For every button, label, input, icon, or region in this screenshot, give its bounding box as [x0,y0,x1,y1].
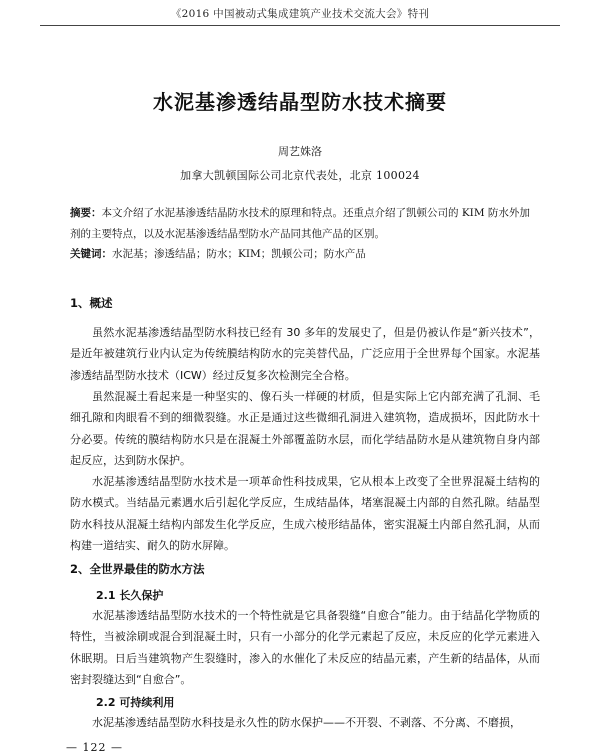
author-affiliation: 加拿大凯顿国际公司北京代表处，北京 100024 [180,169,420,182]
keywords-label: 关键词： [70,248,112,260]
page-number: — 122 — [66,741,123,754]
keywords [70,244,540,265]
header-divider [40,25,560,26]
sustainable-paragraph: 水泥基渗透结晶型防水科技是永久性的防水保护——不开裂、不剥落、不分离、不磨损， [92,716,521,729]
abstract-label: 摘要： [70,207,102,219]
keywords-text: 水泥基；渗透结晶；防水；KIM；凯顿公司；防水产品 [112,248,366,260]
subsection-heading-long-protection: 2.1 长久保护 [96,589,164,602]
long-protection-paragraph: 水泥基渗透结晶型防水技术的一个特性就是它具备裂缝“自愈合”能力。由于结晶化学物质的特性，当被涂刷或混合到混凝土时，只有一小部分的化学元素起了反应，未反应的化学元素进入休眠期。日后当建筑物产生裂缝时，渗入的水催化了未反应的结晶元素，产生新的结晶体，从而密封裂缝达到“自愈合”。 [70,609,540,687]
subsection-heading-sustainable: 2.2 可持续利用 [96,696,175,709]
abstract [70,203,540,245]
abstract-text: 本文介绍了水泥基渗透结晶防水技术的原理和特点。还重点介绍了凯顿公司的 KIM 防水外加剂的主要特点，以及水泥基渗透结晶型防水产品同其他产品的区别。 [70,207,530,240]
author-name: 周艺姝洛 [278,145,322,158]
journal-header: 《2016 中国被动式集成建筑产业技术交流大会》特刊 [170,8,430,20]
overview-paragraph-3: 水泥基渗透结晶型防水技术是一项革命性科技成果，它从根本上改变了全世界混凝土结构的防水模式。当结晶元素遇水后引起化学反应，生成结晶体，堵塞混凝土内部的自然孔隙。结晶型防水科技从混凝土结构内部发生化学反应，生成六棱形结晶体，密实混凝土内部自然孔洞，从而构建一道结实、耐久的防水屏障。 [70,475,540,553]
section-heading-best-method: 2、全世界最佳的防水方法 [70,562,205,576]
paper-title: 水泥基渗透结晶型防水技术摘要 [153,90,447,114]
overview-paragraph-2: 虽然混凝土看起来是一种坚实的、像石头一样硬的材质，但是实际上它内部充满了孔洞、毛细孔隙和肉眼看不到的细微裂缝。水正是通过这些微细孔洞进入建筑物，造成损坏，因此防水十分必要。传统的膜结构防水只是在混凝土外部覆盖防水层，而化学结晶防水是从建筑物自身内部起反应，达到防水保护。 [70,390,540,468]
section-heading-overview: 1、概述 [70,296,113,310]
overview-paragraph-1: 虽然水泥基渗透结晶型防水科技已经有 30 多年的发展史了，但是仍被认作是“新兴技术”，是近年被建筑行业内认定为传统膜结构防水的完美替代品，广泛应用于全世界每个国家。水泥基渗透结晶型防水技术（ICW）经过反复多次检测完全合格。 [70,326,540,382]
